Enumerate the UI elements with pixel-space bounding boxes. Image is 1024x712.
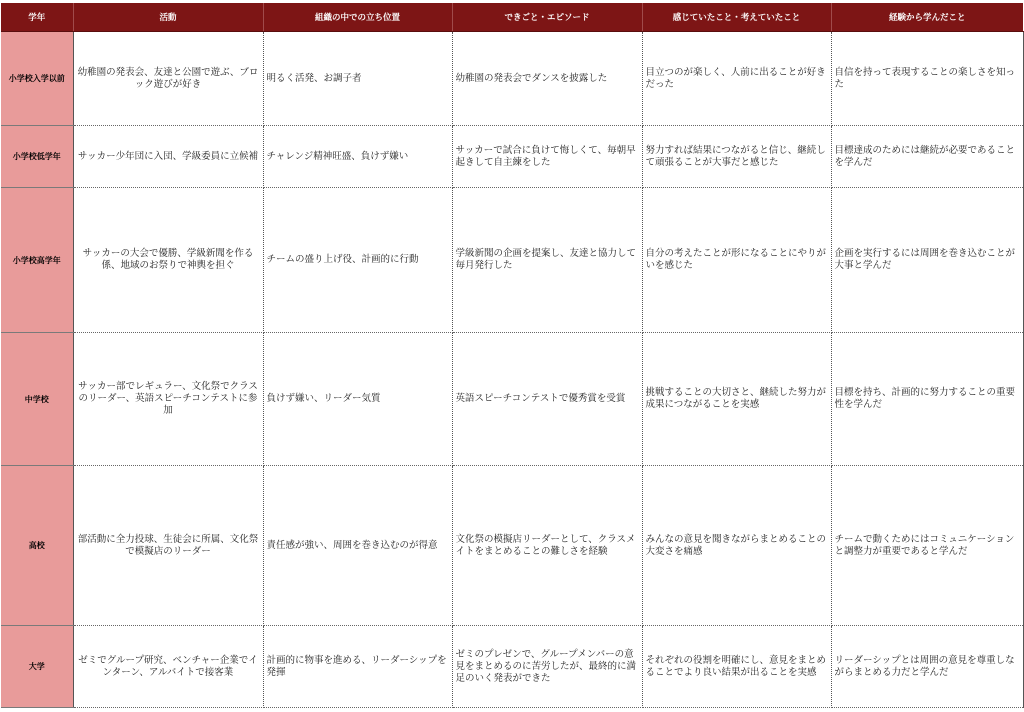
cell-activity: 部活動に全力投球、生徒会に所属、文化祭で模擬店のリーダー	[73, 466, 263, 626]
cell-activity: サッカー少年団に入団、学級委員に立候補	[73, 126, 263, 188]
header-grade: 学年	[1, 3, 73, 32]
cell-episode: 学級新聞の企画を提案し、友達と協力して毎月発行した	[452, 188, 642, 333]
cell-learned: 目標達成のためには継続が必要であることを学んだ	[831, 126, 1023, 188]
header-position: 組織の中での立ち位置	[263, 3, 452, 32]
cell-position: 負けず嫌い、リーダー気質	[263, 333, 452, 466]
table-header	[1, 3, 1023, 32]
cell-activity: サッカーの大会で優勝、学級新聞を作る係、地域のお祭りで神輿を担ぐ	[73, 188, 263, 333]
header-episode: できごと・エピソード	[452, 3, 642, 32]
table-row	[1, 466, 1023, 626]
header-row	[1, 3, 1023, 32]
cell-episode: ゼミのプレゼンで、グループメンバーの意見をまとめるのに苦労したが、最終的に満足のいく発表ができた	[452, 626, 642, 708]
cell-episode: 幼稚園の発表会でダンスを披露した	[452, 32, 642, 126]
cell-activity: サッカー部でレギュラー、文化祭でクラスのリーダー、英語スピーチコンテストに参加	[73, 333, 263, 466]
table-row	[1, 32, 1023, 126]
cell-learned: チームで動くためにはコミュニケーションと調整力が重要であると学んだ	[831, 466, 1023, 626]
self-analysis-table	[1, 3, 1024, 708]
table-row	[1, 188, 1023, 333]
cell-episode: 文化祭の模擬店リーダーとして、クラスメイトをまとめることの難しさを経験	[452, 466, 642, 626]
header-activity: 活動	[73, 3, 263, 32]
table-row	[1, 126, 1023, 188]
header-learned: 経験から学んだこと	[831, 3, 1023, 32]
row-grade: 小学校高学年	[1, 188, 73, 333]
row-grade: 中学校	[1, 333, 73, 466]
cell-thoughts: 努力すれば結果につながると信じ、継続して頑張ることが大事だと感じた	[642, 126, 831, 188]
cell-learned: リーダーシップとは周囲の意見を尊重しながらまとめる力だと学んだ	[831, 626, 1023, 708]
header-thoughts: 感じていたこと・考えていたこと	[642, 3, 831, 32]
cell-thoughts: 挑戦することの大切さと、継続した努力が成果につながることを実感	[642, 333, 831, 466]
cell-position: チームの盛り上げ役、計画的に行動	[263, 188, 452, 333]
cell-episode: サッカーで試合に負けて悔しくて、毎朝早起きして自主練をした	[452, 126, 642, 188]
table-body	[1, 32, 1023, 708]
cell-learned: 目標を持ち、計画的に努力することの重要性を学んだ	[831, 333, 1023, 466]
table-row	[1, 626, 1023, 708]
row-grade: 小学校低学年	[1, 126, 73, 188]
cell-thoughts: それぞれの役割を明確にし、意見をまとめることでより良い結果が出ることを実感	[642, 626, 831, 708]
cell-position: 明るく活発、お調子者	[263, 32, 452, 126]
cell-learned: 企画を実行するには周囲を巻き込むことが大事と学んだ	[831, 188, 1023, 333]
cell-episode: 英語スピーチコンテストで優秀賞を受賞	[452, 333, 642, 466]
cell-position: 計画的に物事を進める、リーダーシップを発揮	[263, 626, 452, 708]
table-row	[1, 333, 1023, 466]
row-grade: 大学	[1, 626, 73, 708]
cell-activity: 幼稚園の発表会、友達と公園で遊ぶ、ブロック遊びが好き	[73, 32, 263, 126]
cell-thoughts: みんなの意見を聞きながらまとめることの大変さを痛感	[642, 466, 831, 626]
cell-thoughts: 目立つのが楽しく、人前に出ることが好きだった	[642, 32, 831, 126]
cell-thoughts: 自分の考えたことが形になることにやりがいを感じた	[642, 188, 831, 333]
cell-position: 責任感が強い、周囲を巻き込むのが得意	[263, 466, 452, 626]
cell-activity: ゼミでグループ研究、ベンチャー企業でインターン、アルバイトで接客業	[73, 626, 263, 708]
row-grade: 小学校入学以前	[1, 32, 73, 126]
row-grade: 高校	[1, 466, 73, 626]
cell-position: チャレンジ精神旺盛、負けず嫌い	[263, 126, 452, 188]
cell-learned: 自信を持って表現することの楽しさを知った	[831, 32, 1023, 126]
